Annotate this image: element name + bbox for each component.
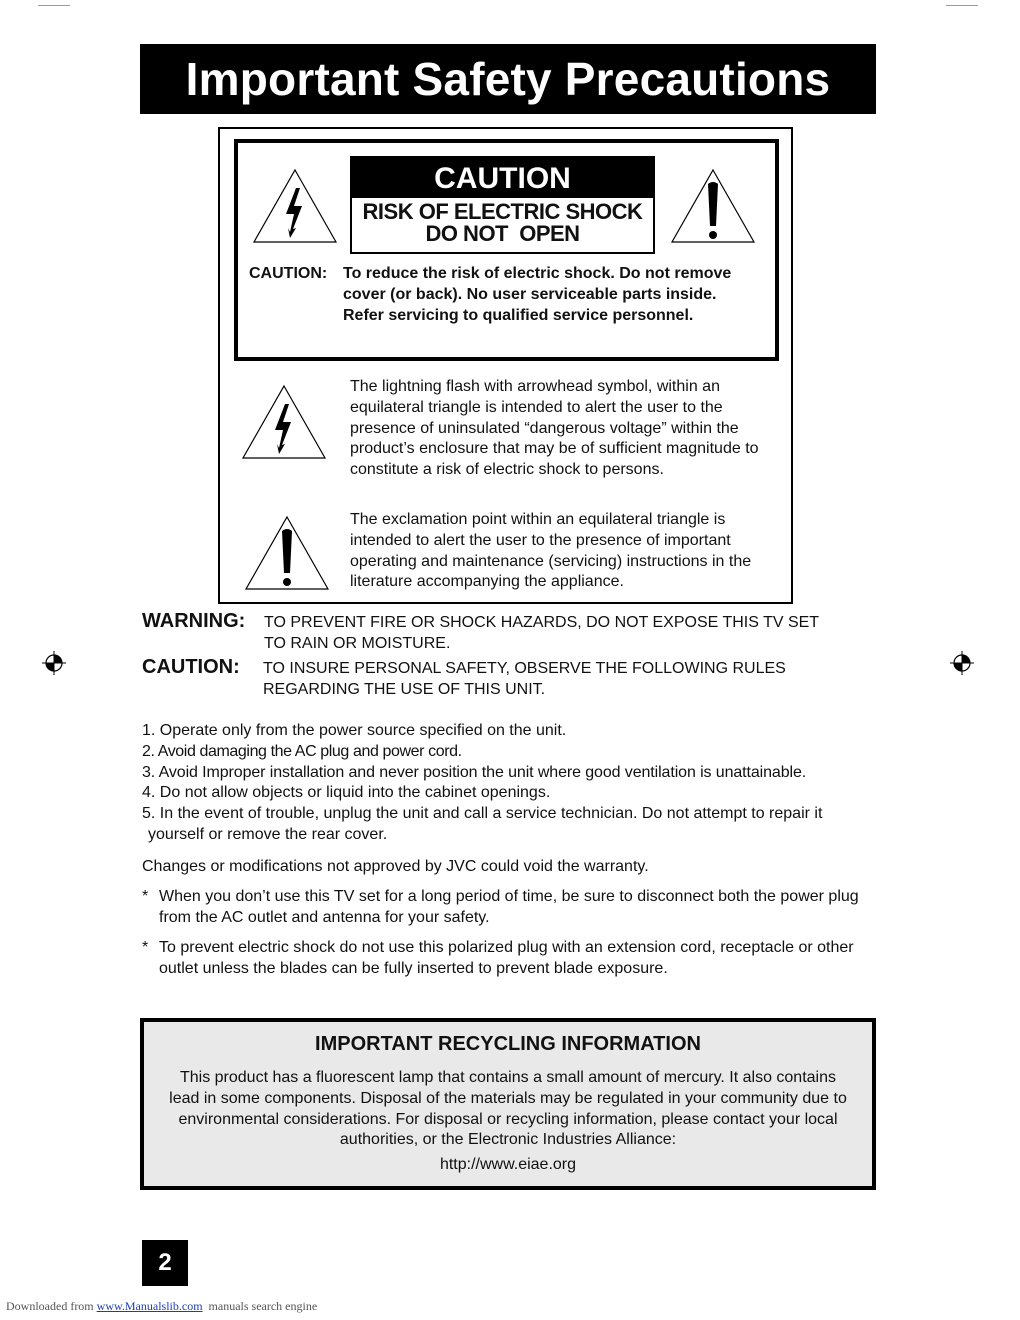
caution-rules-line-1: TO INSURE PERSONAL SAFETY, OBSERVE THE FOLLOWING RULES (263, 660, 786, 677)
lightning-symbol-icon (240, 384, 328, 460)
safety-rules-list (142, 721, 882, 846)
exclamation-symbol-icon (243, 515, 331, 591)
note-asterisk: * (142, 888, 149, 905)
page-number: 2 (142, 1240, 188, 1286)
page-title: Important Safety Precautions (140, 44, 876, 114)
crop-mark-left (38, 5, 70, 6)
caution-rules-line-2: REGARDING THE USE OF THIS UNIT. (263, 680, 546, 698)
list-item: 3. Avoid Improper installation and never position the unit where good ventilation is unattainable. (142, 763, 807, 781)
download-footer (6, 1299, 317, 1314)
recycling-body: This product has a fluorescent lamp that contains a small amount of mercury. It also contains lead in some components. Disposal of the materials may be regulated in your community due to environmental considerations. For disposal or recycling information, please contact your local authorities, or the Electronic Industries Alliance: (169, 1069, 847, 1149)
list-item: 1. Operate only from the power source specified on the unit. (142, 722, 567, 739)
caution-rules-label: CAUTION: (142, 656, 240, 678)
list-item: 2. Avoid damaging the AC plug and power cord. (142, 742, 462, 760)
recycling-title: IMPORTANT RECYCLING INFORMATION (315, 1033, 701, 1055)
footer-suffix: manuals search engine (208, 1299, 318, 1313)
registration-mark-icon (950, 651, 974, 675)
exclamation-symbol-description: The exclamation point within an equilateral triangle is intended to alert the user to the presence of important operating and maintenance (servicing) instructions in the literature accompanying the appliance. (350, 511, 752, 591)
caution-note-label: CAUTION: (249, 265, 328, 282)
caution-risk-line: RISK OF ELECTRIC SHOCK (362, 199, 643, 224)
note-text: To prevent electric shock do not use this polarized plug with an extension cord, receptacle or other outlet unless the blades can be fully inserted to prevent blade exposure. (159, 939, 854, 977)
footer-link[interactable]: www.Manualslib.com (96, 1299, 203, 1313)
lightning-warning-icon (252, 168, 338, 244)
caution-note-text: To reduce the risk of electric shock. Do not remove cover (or back). No user serviceable parts inside. Refer servicing to qualified service personnel. (343, 265, 732, 324)
registration-mark-icon (42, 651, 66, 675)
caution-heading: CAUTION (352, 158, 653, 198)
list-item: 4. Do not allow objects or liquid into the cabinet openings. (142, 784, 551, 802)
note-text: When you don’t use this TV set for a long period of time, be sure to disconnect both the power plug from the AC outlet and antenna for your safety. (159, 888, 859, 926)
lightning-symbol-description: The lightning flash with arrowhead symbol, within an equilateral triangle is intended to alert the user to the presence of uninsulated “dangerous voltage” within the product’s enclosure that may be of sufficient magnitude to constitute a risk of electric shock to persons. (350, 378, 759, 479)
warning-line-2: TO RAIN OR MOISTURE. (264, 634, 451, 652)
note-asterisk: * (142, 939, 149, 956)
recycling-info-box (140, 1018, 876, 1190)
warning-line-1: TO PREVENT FIRE OR SHOCK HAZARDS, DO NOT EXPOSE THIS TV SET (264, 614, 820, 631)
caution-label (350, 156, 655, 254)
footer-prefix: Downloaded from (6, 1299, 94, 1313)
recycling-url: http://www.eiae.org (439, 1156, 577, 1174)
list-item: 5. In the event of trouble, unplug the unit and call a service technician. Do not attempt to repair it yourself or remove the rear cover. (142, 805, 823, 843)
warning-label: WARNING: (142, 610, 246, 632)
caution-do-not-open-line: DO NOT OPEN (425, 221, 580, 246)
exclamation-warning-icon (670, 168, 756, 244)
crop-mark-right (946, 5, 978, 6)
warranty-note: Changes or modifications not approved by JVC could void the warranty. (142, 858, 649, 875)
